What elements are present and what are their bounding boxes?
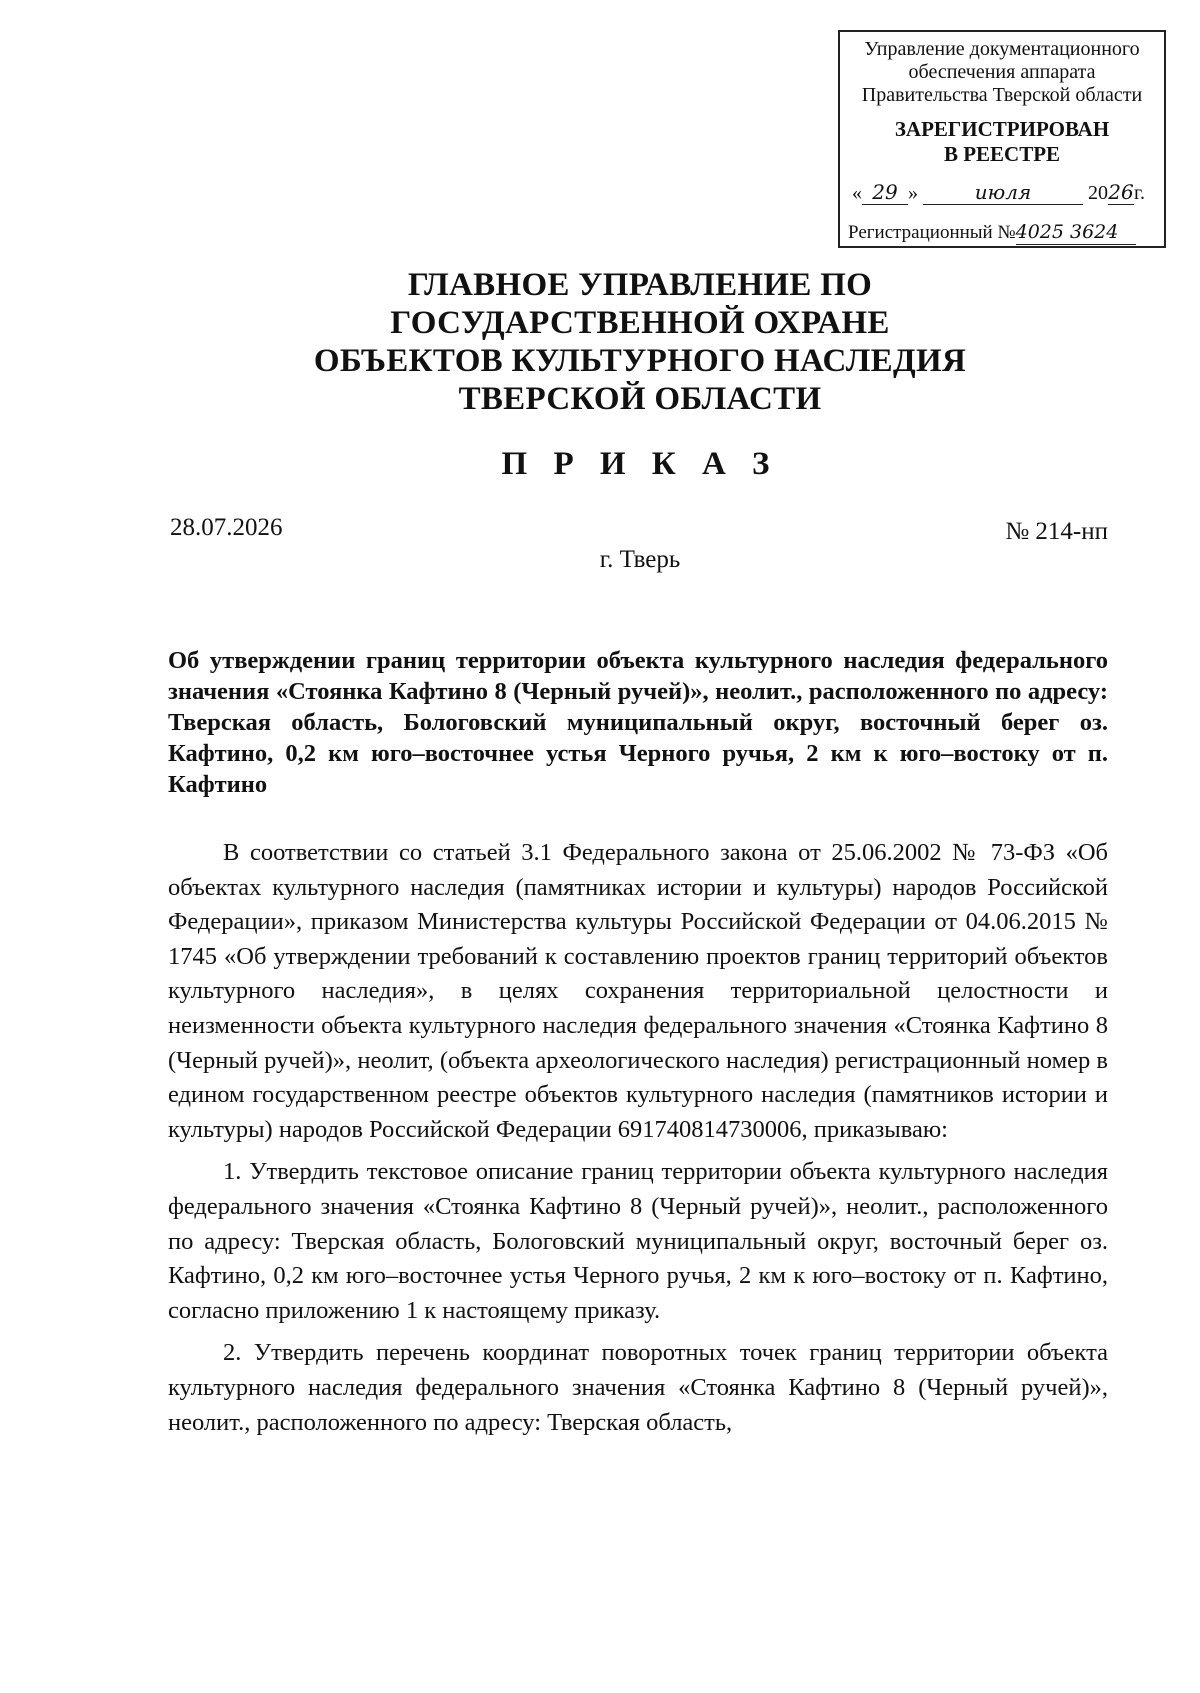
document-number: № 214-нп [1005,518,1108,545]
stamp-number-line [840,221,1164,245]
agency-line-4: ТВЕРСКОЙ ОБЛАСТИ [458,381,822,417]
order-title [168,645,1108,800]
stamp-line-2: обеспечения аппарата [908,61,1096,83]
stamp-reg-number: 4025 3624 [1016,221,1136,245]
body-item-2: 2. Утвердить перечень координат поворотных точек границ территории объекта культурного наследия федерального значения «Стоянка Кафтино 8 (Черный ручей)», неолит., расположенного по адресу: Тверская область, [168,1339,1108,1436]
stamp-year-prefix: 20 [1088,182,1108,204]
body-intro: В соответствии со статьей 3.1 Федерального закона от 25.06.2002 № 73-ФЗ «Об объектах культурного наследия (памятниках истории и культуры) народов Российской Федерации», приказом Министерства культуры Российской Федерации от 04.06.2015 № 1745 «Об утверждении требований к составлению проектов границ территорий объектов культурного наследия», в целях сохранения территориальной целостности и неизменности объекта культурного наследия федерального значения «Стоянка Кафтино 8 (Черный ручей)», неолит, (объекта археологического наследия) регистрационный номер в едином государственном реестре объектов культурного наследия (памятников истории и культуры) народов Российской Федерации 691740814730006, приказываю: [168,839,1108,1143]
stamp-year-suffix: 26 [1108,180,1134,204]
stamp-registered [840,117,1164,167]
agency-heading [240,266,1040,418]
agency-line-3: ОБЪЕКТОВ КУЛЬТУРНОГО НАСЛЕДИЯ [313,343,967,379]
stamp-month: июля [923,181,1083,205]
stamp-line-1: Управление документационного [864,38,1140,60]
document-type: П Р И К А З [501,446,779,482]
stamp-registered-line-2: В РЕЕСТРЕ [943,142,1061,166]
stamp-line-3: Правительства Тверской области [861,84,1143,106]
stamp-day: 29 [862,181,908,205]
document-city: г. Тверь [599,546,681,573]
stamp-year-end: г. [1134,182,1145,204]
stamp-reg-label: Регистрационный № [848,222,1016,243]
registration-stamp [838,30,1166,248]
order-body [168,836,1108,1440]
agency-line-2: ГОСУДАРСТВЕННОЙ ОХРАНЕ [390,305,890,341]
order-title-text: Об утверждении границ территории объекта культурного наследия федерального значения «Стоянка Кафтино 8 (Черный ручей)», неолит., расположенного по адресу: Тверская область, Бологовский муниципальный округ, восточный берег оз. Кафтино, 0,2 км юго–восточнее устья Черного ручья, 2 км к юго–востоку от п. Кафтино [168,647,1108,798]
document-date: 28.07.2026 [170,514,283,541]
agency-line-1: ГЛАВНОЕ УПРАВЛЕНИЕ ПО [407,267,873,303]
body-item-1: 1. Утвердить текстовое описание границ территории объекта культурного наследия федерального значения «Стоянка Кафтино 8 (Черный ручей)», неолит., расположенного по адресу: Тверская область, Бологовский муниципальный округ, восточный берег оз. Кафтино, 0,2 км юго–восточнее устья Черного ручья, 2 км к юго–востоку от п. Кафтино, согласно приложению 1 к настоящему приказу. [168,1158,1108,1324]
stamp-date-line: « 29 » июля 2026г. [852,180,1145,204]
stamp-registered-line-1: ЗАРЕГИСТРИРОВАН [894,117,1110,141]
